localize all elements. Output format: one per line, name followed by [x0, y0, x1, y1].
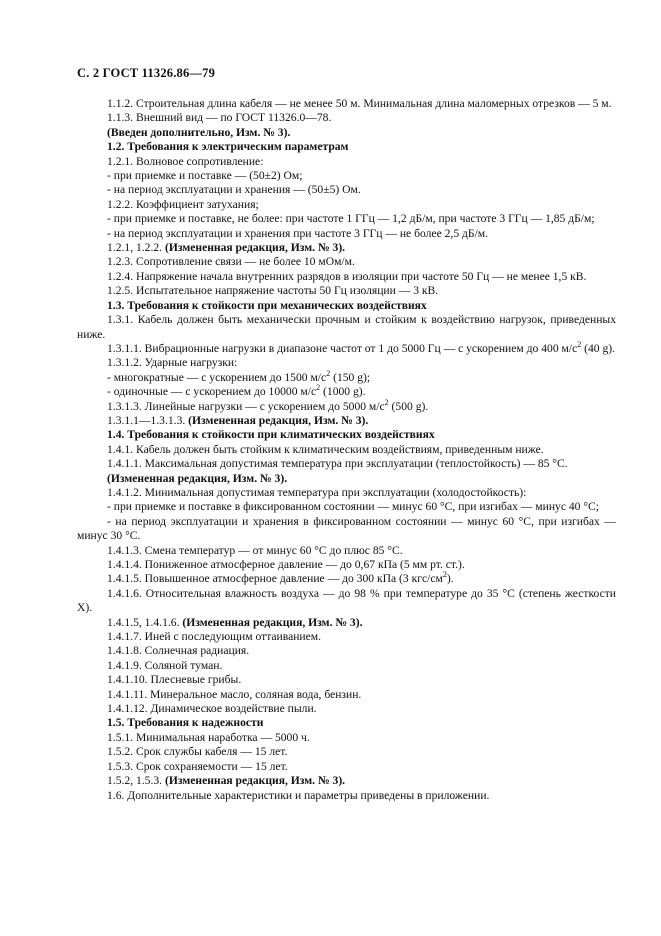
section-heading-1-3: 1.3. Требования к стойкости при механических воздействиях [107, 298, 427, 312]
list-item: - многократные — с ускорением до 1500 $м/с^2$ (150 g); [107, 368, 371, 384]
section-heading-1-5: 1.5. Требования к надежности [107, 716, 264, 730]
paragraph-1-4-1-10: 1.4.1.10. Плесневые грибы. [107, 673, 242, 687]
amendment-note: (Измененная редакция, Изм. № 3). [188, 413, 369, 427]
paragraph-1-2-3: 1.2.3. Сопротивление связи — не более 10 мОм/м. [107, 255, 355, 269]
amendment-note: (Измененная редакция, Изм. № 3). [107, 471, 288, 485]
amendment-line [77, 241, 616, 255]
paragraph-1-3-1-2: 1.3.1.2. Ударные нагрузки: [107, 356, 238, 370]
paragraph-1-1-3: 1.1.3. Внешний вид — по ГОСТ 11326.0—78. [107, 111, 332, 125]
paragraph-1-1-2: 1.1.2. Строительная длина кабеля — не менее 50 м. Минимальная длина маломерных отрезков — 5 м. [107, 97, 612, 110]
paragraph-1-4-1-2: 1.4.1.2. Минимальная допустимая температура при эксплуатации (холодостойкость): [107, 485, 527, 499]
paragraph-1-2-1: 1.2.1. Волновое сопротивление: [107, 154, 264, 168]
paragraph-1-3-1-1: 1.3.1.1. Вибрационные нагрузки в диапазоне частот от 1 до 5000 Гц — с ускорением до 400 $м/с^2$ (40 g). [107, 340, 616, 355]
paragraph-1-4-1-4: 1.4.1.4. Пониженное атмосферное давление — до 0,67 кПа (5 мм рт. ст.). [107, 558, 465, 571]
amendment-note: (Введен дополнительно, Изм. № 3). [107, 125, 291, 139]
document-body [77, 97, 616, 803]
amendment-note: (Измененная редакция, Изм. № 3). [164, 774, 346, 788]
paragraph-1-4-1-8: 1.4.1.8. Солнечная радиация. [107, 644, 250, 658]
list-item: - одиночные — с ускорением до 10000 $м/с^2$ (1000 g). [107, 383, 366, 399]
amendment-line [77, 774, 616, 788]
page-header: С. 2 ГОСТ 11326.86—79 [77, 66, 216, 80]
list-item: - при приемке и поставке — (50±2) Ом; [107, 169, 303, 183]
paragraph-1-4-1-12: 1.4.1.12. Динамическое воздействие пыли. [107, 702, 317, 716]
paragraph-1-4-1-7: 1.4.1.7. Иней с последующим оттаиванием. [107, 630, 322, 644]
paragraph-1-4-1-6: 1.4.1.6. Относительная влажность воздуха — до 98 % при температуре до 35 °С (степень жесткости X). [77, 586, 616, 615]
amendment-ref: 1.4.1.5, 1.4.1.6. [107, 615, 180, 629]
amendment-line [77, 616, 616, 630]
paragraph-1-4-1-5: 1.4.1.5. Повышенное атмосферное давление — до 300 кПа (3 кгс/$см^2$). [107, 570, 454, 586]
paragraph-1-3-1-3: 1.3.1.3. Линейные нагрузки — с ускорением до 5000 $м/с^2$ (500 g). [107, 397, 429, 413]
list-item: - на период эксплуатации и хранения — (50±5) Ом. [107, 183, 361, 197]
amendment-ref: 1.5.2, 1.5.3. [107, 774, 163, 788]
paragraph-1-4-1-3: 1.4.1.3. Смена температур — от минус 60 °С до плюс 85 °С. [107, 543, 403, 557]
paragraph-1-5-3: 1.5.3. Срок сохраняемости — 15 лет. [107, 759, 288, 773]
list-item: - на период эксплуатации и хранения при частоте 3 ГГц — не более 2,5 дБ/м. [107, 226, 489, 240]
paragraph-1-6: 1.6. Дополнительные характеристики и параметры приведены в приложении. [107, 788, 490, 802]
list-item: - на период эксплуатации и хранения в фиксированном состоянии — минус 60 °С, при изгибах — минус 30 °С. [77, 514, 616, 543]
paragraph-1-4-1: 1.4.1. Кабель должен быть стойким к климатическим воздействиям, приведенным ниже. [107, 442, 544, 456]
amendment-note: (Измененная редакция, Изм. № 3). [182, 615, 363, 629]
paragraph-1-4-1-9: 1.4.1.9. Соляной туман. [107, 658, 223, 672]
paragraph-1-2-4: 1.2.4. Напряжение начала внутренних разрядов в изоляции при частоте 50 Гц — не менее 1,5 кВ. [107, 269, 587, 283]
paragraph-1-2-2: 1.2.2. Коэффициент затухания; [107, 197, 259, 211]
paragraph-1-2-5: 1.2.5. Испытательное напряжение частоты 50 Гц изоляции — 3 кВ. [107, 284, 439, 298]
list-item: - при приемке и поставке, не более: при частоте 1 ГГц — 1,2 дБ/м, при частоте 3 ГГц — 1,85 дБ/м; [107, 212, 595, 226]
amendment-ref: 1.3.1.1—1.3.1.3. [107, 413, 186, 427]
paragraph-1-4-1-1: 1.4.1.1. Максимальная допустимая температура при эксплуатации (теплостойкость) — 85 °С. [107, 457, 568, 471]
paragraph-1-5-1: 1.5.1. Минимальная наработка — 5000 ч. [107, 730, 310, 744]
section-heading-1-4: 1.4. Требования к стойкости при климатических воздействиях [107, 428, 435, 442]
paragraph-1-5-2: 1.5.2. Срок службы кабеля — 15 лет. [107, 745, 288, 759]
amendment-note: (Измененная редакция, Изм. № 3). [164, 241, 346, 255]
list-item: - при приемке и поставке в фиксированном состоянии — минус 60 °С, при изгибах — минус 40 °С; [107, 500, 599, 514]
paragraph-1-4-1-11: 1.4.1.11. Минеральное масло, соляная вода, бензин. [107, 687, 362, 701]
section-heading-1-2: 1.2. Требования к электрическим параметрам [107, 140, 349, 154]
amendment-ref: 1.2.1, 1.2.2. [107, 241, 163, 255]
paragraph-1-3-1: 1.3.1. Кабель должен быть механически прочным и стойким к воздействию нагрузок, приведенных ниже. [77, 313, 616, 341]
amendment-line [77, 414, 616, 428]
